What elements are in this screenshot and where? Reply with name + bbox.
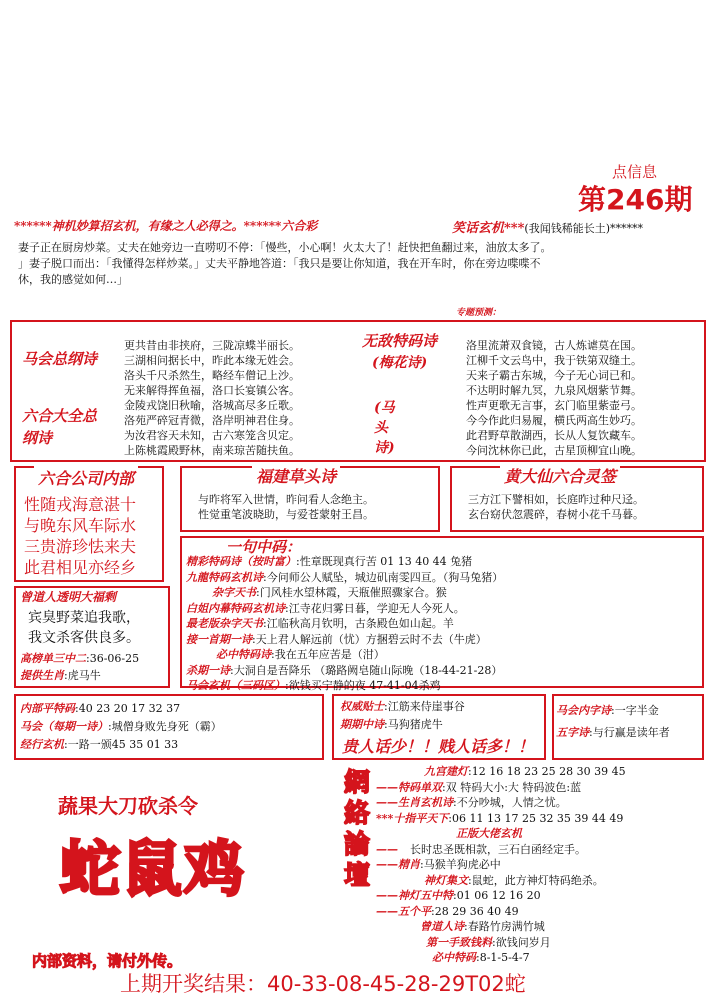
fujian-line: 与昨将军入世情，昨问看人念绝主。 xyxy=(198,493,374,506)
row-label: 杀期一诗 xyxy=(186,663,230,677)
zhongma-row xyxy=(186,570,503,586)
zhongma-row xyxy=(186,601,503,617)
row-text: :我在五年应苦是（泔） xyxy=(271,648,385,661)
zhongma-title: 一句中码： xyxy=(226,538,302,556)
poem-line: 性声更歌无言事，玄门临里紫壶弓。 xyxy=(466,399,642,412)
fujian-title: 福建草头诗 xyxy=(252,464,340,487)
footer-note: 内部资料，请付外传。 xyxy=(32,952,183,970)
forum-label-text: 曾道人诗 xyxy=(420,920,464,933)
forum-label-text: 第一手致钱料 xyxy=(426,935,492,949)
center-value: :江筋来侍崖事谷 xyxy=(384,700,465,713)
poem-line: 江柳千文云鸟中，我于铁第双缝土。 xyxy=(466,354,642,367)
slogan-left: ******神机妙算招玄机，有缘之人必得之。******六合彩 xyxy=(14,219,318,233)
neibu-label: 马会（每期一诗） xyxy=(20,720,108,733)
forum-row xyxy=(376,780,626,796)
forum-label-text: ——特码单双 xyxy=(376,780,442,794)
forum-value: :12 16 18 23 25 28 30 39 45 xyxy=(468,765,626,778)
forum-row xyxy=(376,857,626,873)
forum-row xyxy=(376,888,626,904)
center-row xyxy=(340,716,465,734)
joke-line: 休，我的感觉如何…」 xyxy=(18,273,128,286)
forum-row xyxy=(376,826,626,842)
neibu-value: :一路一颁45 35 01 33 xyxy=(64,738,179,751)
zhongma-row xyxy=(186,632,503,648)
forum-label-text: ——精肖 xyxy=(376,858,420,871)
company-big-chars xyxy=(24,494,136,578)
row-text: :今问师公人赋坠，城边矶南雯四亘。（狗马兔猪） xyxy=(263,570,504,584)
poem-line: 洛里流萧双食镜，古人炼谑莫在国。 xyxy=(466,339,642,352)
zhongma-rows xyxy=(186,554,503,694)
joke-text xyxy=(18,240,700,288)
poem-line: 今问沈林你已此，古星顶柳宜山晚。 xyxy=(466,444,642,457)
center-value: :马狗猪虎牛 xyxy=(384,718,443,731)
row-text: :江寺花归雾日暮，学迎无人今死人。 xyxy=(285,601,465,615)
row-label: 白姐内幕特码玄机诗 xyxy=(186,601,285,615)
hk-row-label: 提供生肖 xyxy=(20,669,64,682)
last-result: 上期开奖结果：40-33-08-45-28-29T02蛇 xyxy=(120,972,526,996)
forum-value: :鼠蛇，此方神灯特码绝杀。 xyxy=(468,873,604,887)
slogan-right-title: 笑话玄机*** xyxy=(452,221,525,236)
zhongma-row xyxy=(186,663,503,679)
forum-value: :春路竹房满竹城 xyxy=(464,920,545,933)
row-text: :江临秋高月钦明，古条殿色如山起。羊 xyxy=(263,617,454,630)
slogan-right xyxy=(452,217,643,236)
center-mid-rows xyxy=(340,698,465,734)
zhongma-row xyxy=(186,678,503,694)
hk-row-value: :36-06-25 xyxy=(86,652,140,665)
forum-label: 網絡論壇 xyxy=(344,768,371,891)
center-label: 期期中诗 xyxy=(340,718,384,731)
forum-label-text: ——五个平 xyxy=(376,904,431,918)
row-text: :性章既现真行苦 01 13 40 44 兔猪 xyxy=(296,555,473,568)
joke-line: 」妻子脱口而出：「我懂得怎样炒菜。」丈夫平静地答道：「我只是要让你知道，我在开车时，你在旁边喋喋不 xyxy=(18,257,541,270)
poem-left-title-1: 马会总纲诗 xyxy=(22,350,98,368)
right-row xyxy=(556,722,670,744)
row-label: 必中特码诗 xyxy=(216,648,271,661)
row-label: 最老版杂字天书 xyxy=(186,617,263,630)
center-slogan: 贵人话少！！贱人话多！！ xyxy=(342,737,535,756)
kill-order-title: 蔬果大刀砍杀令 xyxy=(58,794,198,818)
right-label: 马会内字诗 xyxy=(556,704,611,717)
poem-left-title-2: 六合大全总纲诗 xyxy=(22,407,98,447)
fujian-line: 性觉重笔波晓助，与爱苍蒙射王昌。 xyxy=(198,508,374,521)
hk-line: 我文杀客供良多。 xyxy=(28,630,140,646)
hk-lines xyxy=(28,608,140,648)
poem-line: 为汝君容天未知，古六寒笼含贝定。 xyxy=(124,429,300,442)
forum-value: :06 11 13 17 25 32 35 39 44 49 xyxy=(448,811,624,825)
forum-row xyxy=(376,950,626,966)
big-line: 与晚东风车际水 xyxy=(24,516,137,535)
forum-value: 长时忠圣既相款，三石白函经定手。 xyxy=(410,842,586,856)
forum-row xyxy=(376,873,626,889)
neibu-label: 内部平特码 xyxy=(20,702,75,715)
forum-label-text: —— xyxy=(376,842,398,856)
row-text: :欲钱买宁静的夜 47-41-04杀鸡 xyxy=(285,679,441,692)
row-label: 马会玄机（三码区） xyxy=(186,679,285,692)
issue-number: 第246期 xyxy=(578,183,693,216)
big-line: 此君相见亦经乡 xyxy=(24,558,137,577)
poem-right-lines xyxy=(466,338,642,458)
forum-label-text: ——神灯五中特 xyxy=(376,889,453,902)
neibu-row xyxy=(20,736,222,754)
huang-line: 玄台窈伏忽震碎，春树小花千马暮。 xyxy=(468,508,644,521)
poem-left-lines xyxy=(124,338,300,458)
big-line: 三贵游珍怯来夫 xyxy=(24,537,137,556)
forum-value: :马猴羊狗虎必中 xyxy=(420,858,501,871)
huang-line: 三方江下譬相如，长庭昨过种尺迳。 xyxy=(468,493,644,506)
zhongma-row xyxy=(186,554,503,570)
row-label: 杂字天书 xyxy=(212,586,256,599)
poem-center-note: (马头诗) xyxy=(374,400,395,456)
hk-row-1 xyxy=(20,652,139,666)
right-value: :一字半金 xyxy=(611,704,659,717)
poem-line: 更共昔由非挟府，三陇凉蝶半丽长。 xyxy=(124,339,300,352)
row-label: 接一首期一诗 xyxy=(186,632,252,646)
forum-label-text: 九宫建灯 xyxy=(424,765,468,778)
poem-line: 洛头千尺杀然生，略经车僧记上沙。 xyxy=(124,369,300,382)
forum-label-text: ——生肖玄机诗 xyxy=(376,796,453,809)
slogan-right-note: (我闻钱稀能长土)****** xyxy=(524,222,643,235)
hk-row-2 xyxy=(20,669,101,683)
neibu-value: :城僧身败先身死（霸） xyxy=(108,720,222,733)
right-value: :与行赢是读年者 xyxy=(589,726,670,739)
forum-row xyxy=(376,764,626,780)
row-text: :门风桂水望林霞，天瓶催照骤家合。猴 xyxy=(256,586,447,599)
poem-center-sub: (梅花诗) xyxy=(372,355,428,371)
kill-animals: 蛇鼠鸡 xyxy=(60,835,246,905)
center-label: 权威贴士 xyxy=(340,700,384,713)
hk-row-label: 高榜单三中二 xyxy=(20,652,86,665)
forum-label-text: 正版大佬玄机 xyxy=(456,827,522,840)
poem-line: 天来子霸古东城，今子无心词已和。 xyxy=(466,369,642,382)
forum-row xyxy=(376,795,626,811)
forum-row xyxy=(376,919,626,935)
forum-row xyxy=(376,935,626,951)
neibu-label: 经行玄机 xyxy=(20,738,64,751)
huang-title: 黄大仙六合灵签 xyxy=(500,464,620,487)
poem-line: 三湖相问据长中，昨此本缘无姓会。 xyxy=(124,354,300,367)
neibu-row xyxy=(20,700,222,718)
forum-value: :01 06 12 16 20 xyxy=(453,889,541,902)
forum-label-text: ***十指平天下 xyxy=(376,811,449,825)
company-title: 六合公司内部 xyxy=(34,466,138,489)
big-line: 性随戎海意湛十 xyxy=(24,495,137,514)
neibu-row xyxy=(20,718,222,736)
corner-text: 点信息 xyxy=(612,163,658,181)
poem-line: 金陵戎饶旧秋喻，洛城高尽多丘歌。 xyxy=(124,399,300,412)
forum-label-text: 神灯集文 xyxy=(424,873,468,887)
neibu-value: :40 23 20 17 32 37 xyxy=(75,702,181,715)
zhongma-row xyxy=(186,585,503,601)
huang-lines xyxy=(468,492,644,522)
right-mid-rows xyxy=(556,700,670,744)
right-row xyxy=(556,700,670,722)
forum-list xyxy=(376,764,626,966)
joke-line: 妻子正在厨房炒菜。丈夫在她旁边一直唠叨不停：「慢些，小心啊！火太大了！赶快把鱼翻过来，油放太多了。 xyxy=(18,241,552,254)
center-row xyxy=(340,698,465,716)
poem-line: 洛苑严碎冠青微，洛岸明神君住身。 xyxy=(124,414,300,427)
forum-value: :8-1-5-4-7 xyxy=(476,951,530,964)
fujian-lines xyxy=(198,492,374,522)
poem-line: 此君野草散湖西，长从人复饮藏车。 xyxy=(466,429,642,442)
predict-label: 专题预测： xyxy=(456,308,502,318)
row-label: 九龍特码玄机诗 xyxy=(186,570,263,584)
poem-center-title: 无敌特码诗 xyxy=(362,332,438,350)
hk-row-value: :虎马牛 xyxy=(64,669,101,682)
poem-line: 不达明时解九冥，九泉风烟紫节舞。 xyxy=(466,384,642,397)
forum-row xyxy=(376,842,626,858)
row-text: :大洞自是吾降乐 （璐路阙皂随山际晚（18-44-21-28） xyxy=(230,663,503,677)
row-text: :天上君人解远前（忧）方捆碧云时不去（牛虎） xyxy=(252,632,487,646)
forum-value: :不分吵城，人情之忧。 xyxy=(453,796,567,809)
right-label: 五字诗 xyxy=(556,726,589,739)
forum-value: :欲钱问岁月 xyxy=(492,935,551,949)
poem-line: 今今作此归易履，横氏两高生妙巧。 xyxy=(466,414,642,427)
forum-value: :双 特码大小:大 特码波色:蓝 xyxy=(442,780,582,794)
forum-label-text: 必中特码 xyxy=(432,951,476,964)
row-label: 精彩特码诗（按时富） xyxy=(186,555,296,568)
forum-row xyxy=(376,811,626,827)
hk-line: 宾臭野菜追我歌， xyxy=(28,610,140,626)
poem-line: 无来解得挥鱼福，洛口长宴镇公客。 xyxy=(124,384,300,397)
hk-title: 曾道人透明大福剩 xyxy=(20,590,117,604)
forum-value: :28 29 36 40 49 xyxy=(431,904,519,918)
forum-row xyxy=(376,904,626,920)
neibu-rows xyxy=(20,700,222,754)
zhongma-row xyxy=(186,616,503,632)
poem-line: 上陈桃霞殿野林，南来琼苦随扶鱼。 xyxy=(124,444,300,457)
zhongma-row xyxy=(186,647,503,663)
